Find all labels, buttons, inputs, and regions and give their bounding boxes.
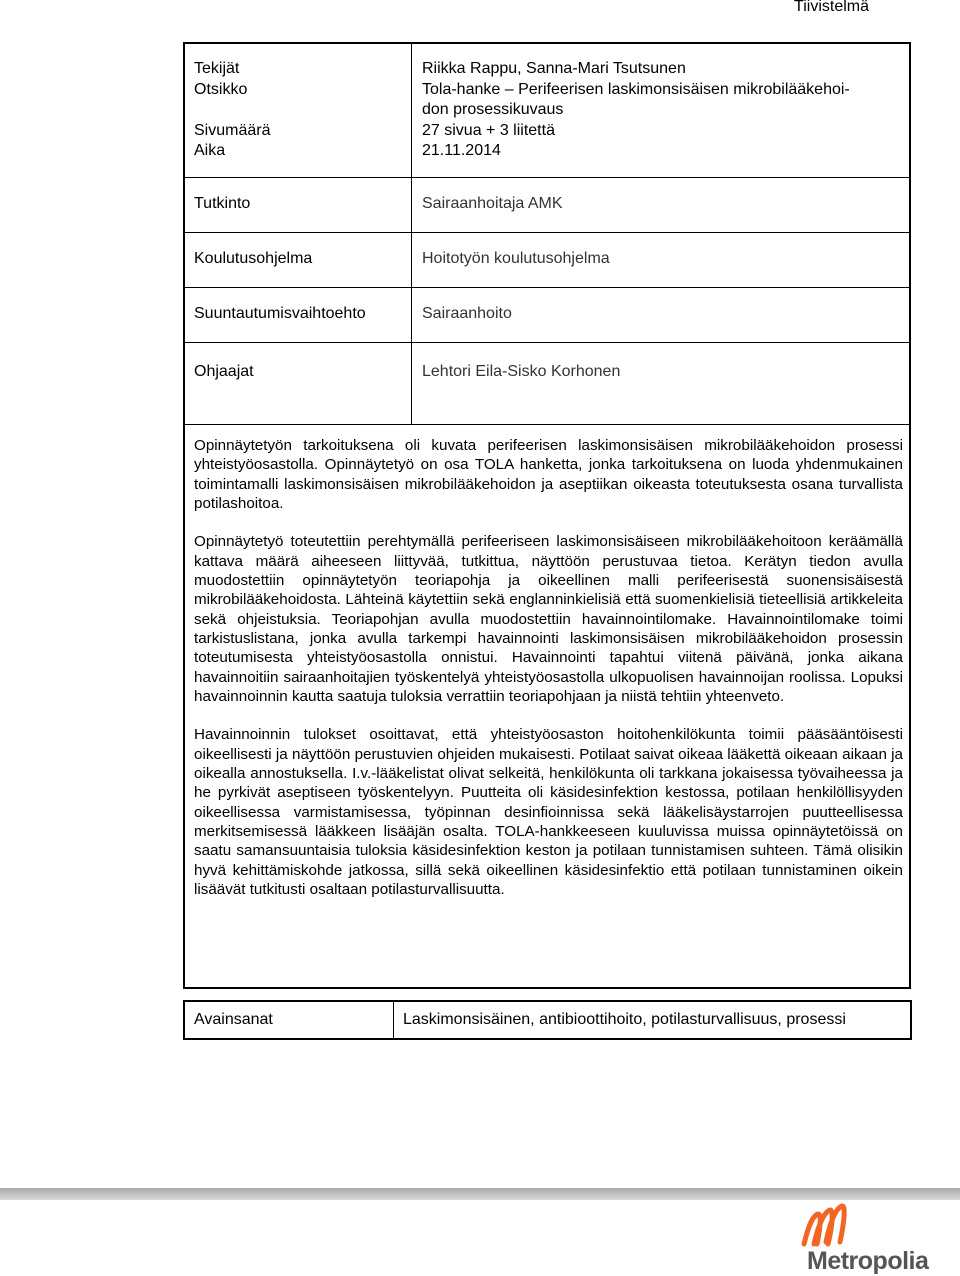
keywords-value: Laskimonsisäinen, antibioottihoito, potilasturvallisuus, prosessi xyxy=(403,1011,846,1028)
specialisation-value: Sairaanhoito xyxy=(422,305,512,322)
abstract-paragraph-3: Havainnoinnin tulokset osoittavat, että yhteistyöosaston hoitohenkilökunta toimii pääsääntöisesti oikeellisesti ja näyttöön perustuvien ohjeiden mukaisesti. Potilaat saivat oikeaa lääkettä oikeaan aikaan ja oikealla annostuksella. I.v.-lääkelistat olivat selkeitä, henkilökunta oli tarkkana jokaisessa työvaiheessa ja he pyrkivät aseptiseen työskentelyyn. Puutteita oli käsidesinfektion kestossa, potilaan henkilöllisyyden oikeellisessa varmistamisessa, työpinnan desinfioinnissa sekä lääkelisäystarrojen puutteellisessa merkitsemisessä lääkkeen lisääjän osalta. TOLA-hankkeeseen kuuluvissa muissa opinnäytetöissä on saatu samansuuntaisia tuloksia käsidesinfektion keston ja potilaan tunnistamisen suhteen. Tämä olisikin hyvä kehittämiskohde jatkossa, sillä sekä oikeellinen käsidesinfektio että potilaan tunnistaminen oikein lisäävät tutkitusti osaltaan potilasturvallisuutta. xyxy=(194,726,903,898)
info-row-specialisation xyxy=(185,287,909,343)
abstract-frame xyxy=(183,42,911,989)
date-label: Aika xyxy=(194,142,226,159)
date-value: 21.11.2014 xyxy=(422,142,501,159)
authors-label: Tekijät xyxy=(194,60,240,77)
programme-value: Hoitotyön koulutusohjelma xyxy=(422,250,610,267)
info-row-main xyxy=(185,44,909,178)
page-header-title: Tiivistelmä xyxy=(794,0,869,15)
authors-value: Riikka Rappu, Sanna-Mari Tsutsunen xyxy=(422,60,686,77)
pages-value: 27 sivua + 3 liitettä xyxy=(422,121,555,139)
info-row-degree xyxy=(185,177,909,233)
info-row-supervisors xyxy=(185,342,909,425)
keywords-label: Avainsanat xyxy=(194,1011,273,1028)
specialisation-label: Suuntautumisvaihtoehto xyxy=(194,305,366,322)
keywords-box xyxy=(183,1000,912,1040)
title-label: Otsikko xyxy=(194,80,248,98)
abstract-paragraph-1: Opinnäytetyön tarkoituksena oli kuvata perifeerisen laskimonsisäisen mikrobilääkehoidon prosessi yhteistyöosastolla. Opinnäytetyö on osa TOLA hanketta, jonka tarkoituksena on luoda yhdenmukainen toimintamalli laskimonsisäisen mikrobilääkehoidon ja aseptiikan oikeasta toteutuksesta osana turvallista potilashoitoa. xyxy=(194,437,903,512)
info-row-programme xyxy=(185,232,909,288)
supervisors-value: Lehtori Eila-Sisko Korhonen xyxy=(422,363,621,380)
metropolia-logo-text: Metropolia xyxy=(807,1247,929,1275)
degree-label: Tutkinto xyxy=(194,195,251,212)
abstract-paragraph-2: Opinnäytetyö toteutettiin perehtymällä perifeeriseen laskimonsisäiseen mikrobilääkehoitoon keräämällä kattava määrä aiheeseen liittyvää, tutkittua, näyttöön perustuvaa tietoa. Kerätyn tiedon avulla muodostettiin opinnäytetyön teoriapohja ja oikeellinen malli perifeerisestä suonensisäisestä mikrobilääkehoidosta. Lähteinä käytettiin sekä englanninkielisiä että suomenkielisiä tieteellisiä artikkeleita sekä ohjeistuksia. Teoriapohjan avulla muodostettiin havainnointilomake. Havainnointilomake toimi tarkistuslistana, jonka avulla tarkempi havainnointi laskimonsisäisen mikrobilääkehoidon prosessin toteutumisesta yhteistyöosastolla onnistui. Havainnointi tapahtui viitenä päivänä, jonka aikana havainnoitiin sairaanhoitajien työskentelyä yhteistyöosastolla ulkopuolisen havainnoijan roolissa. Lopuksi havainnoinnin kautta saatuja tuloksia verrattiin teoriapohjaan ja niistä tehtiin yhteenveto. xyxy=(194,533,903,705)
title-value-line1: Tola-hanke – Perifeerisen laskimonsisäisen mikrobilääkehoi- xyxy=(422,80,850,98)
pages-label: Sivumäärä xyxy=(194,121,271,139)
title-value-line2: don prosessikuvaus xyxy=(422,101,564,118)
degree-value: Sairaanhoitaja AMK xyxy=(422,195,563,212)
keywords-divider xyxy=(393,1002,394,1038)
footer-gray-band xyxy=(0,1188,960,1200)
programme-label: Koulutusohjelma xyxy=(194,250,313,267)
abstract-text xyxy=(194,436,903,918)
supervisors-label: Ohjaajat xyxy=(194,363,254,380)
